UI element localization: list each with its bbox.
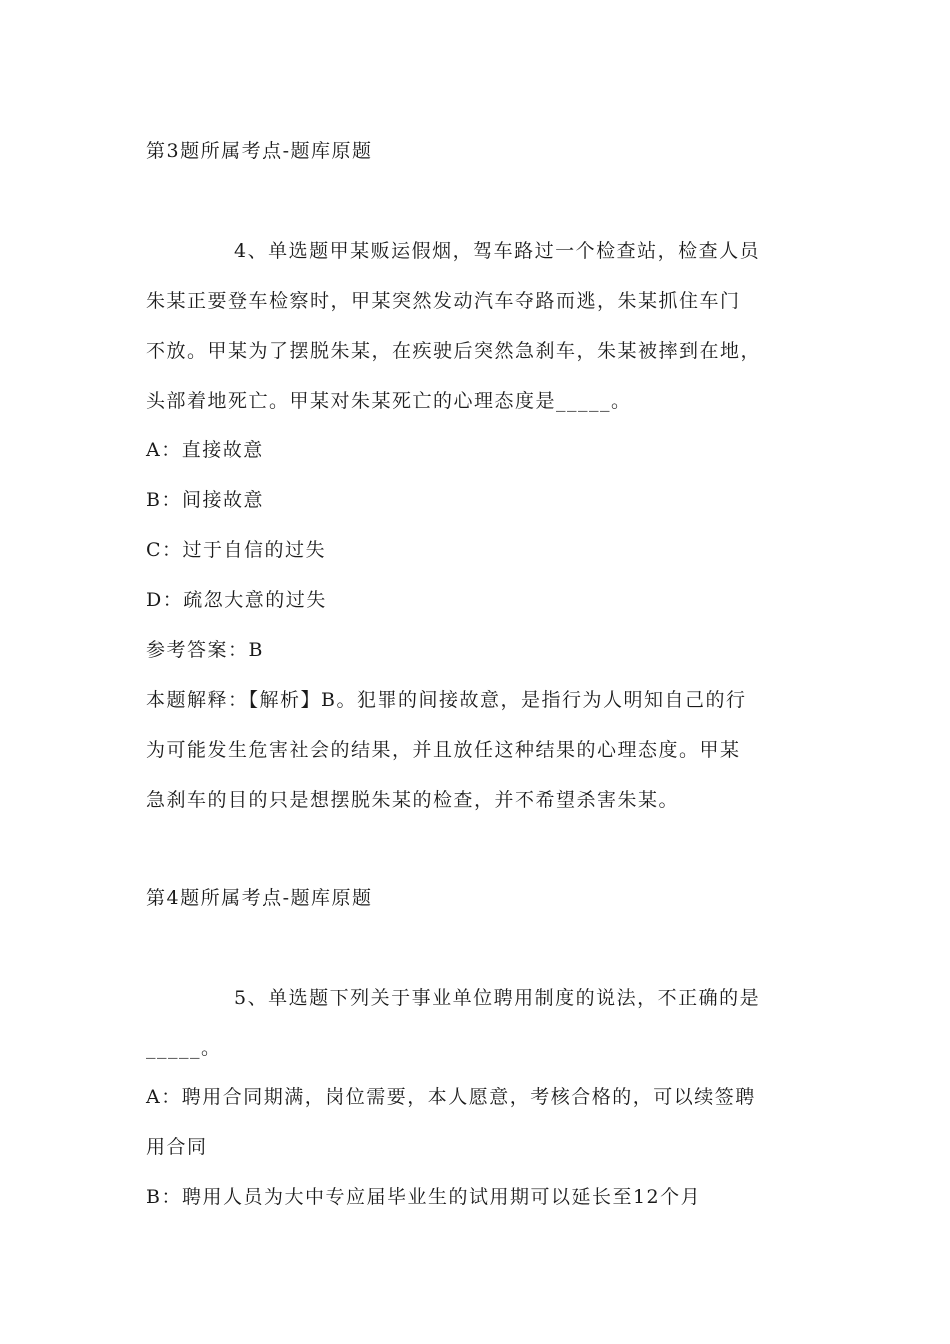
explanation-line: 为可能发生危害社会的结果，并且放任这种结果的心理态度。甲某 (146, 739, 741, 761)
answer-line: 参考答案：B (146, 639, 264, 661)
topic-label-q3: 第3题所属考点-题库原题 (146, 140, 373, 162)
option-a-continued: 用合同 (146, 1136, 208, 1158)
option-b: B：间接故意 (146, 489, 264, 511)
topic-label-q4: 第4题所属考点-题库原题 (146, 887, 373, 909)
question-stem-line: 5、单选题下列关于事业单位聘用制度的说法，不正确的是 (234, 987, 761, 1009)
option-a: A：直接故意 (146, 439, 264, 461)
question-stem-line: 头部着地死亡。甲某对朱某死亡的心理态度是_____。 (146, 390, 632, 412)
explanation-line: 本题解释：【解析】B。犯罪的间接故意，是指行为人明知自己的行 (146, 689, 747, 711)
question-stem-line: _____。 (146, 1037, 222, 1059)
option-c: C：过于自信的过失 (146, 539, 327, 561)
option-b: B：聘用人员为大中专应届毕业生的试用期可以延长至12个月 (146, 1186, 702, 1208)
question-stem-line: 4、单选题甲某贩运假烟，驾车路过一个检查站，检查人员 (234, 240, 761, 262)
question-stem-line: 朱某正要登车检察时，甲某突然发动汽车夺路而逃，朱某抓住车门 (146, 290, 741, 312)
option-a: A：聘用合同期满，岗位需要，本人愿意，考核合格的，可以续签聘 (146, 1086, 756, 1108)
explanation-line: 急刹车的目的只是想摆脱朱某的检查，并不希望杀害朱某。 (146, 789, 680, 811)
option-d: D：疏忽大意的过失 (146, 589, 327, 611)
question-stem-line: 不放。甲某为了摆脱朱某，在疾驶后突然急刹车，朱某被摔到在地， (146, 340, 762, 362)
